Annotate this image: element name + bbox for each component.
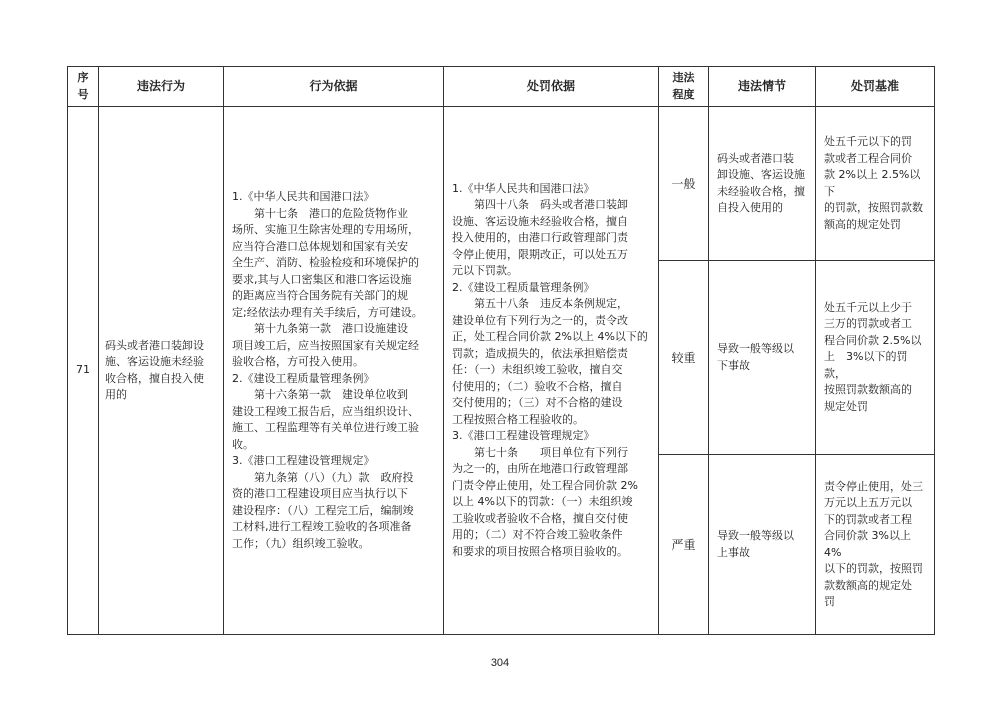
degree-serious: 较重 xyxy=(659,261,709,455)
degree-general: 一般 xyxy=(659,107,709,261)
header-circumstance: 违法情节 xyxy=(709,67,816,107)
circumstance-general: 码头或者港口装 卸设施、客运设施 未经验收合格，擅 自投入使用的 xyxy=(709,107,816,261)
table-row xyxy=(68,107,935,261)
header-row xyxy=(68,67,935,107)
penalty-table xyxy=(67,66,935,635)
standard-serious: 处五千元以上少于 三万的罚款或者工 程合同价款 2.5%以 上 3%以下的罚款， 按照罚款数额高的 规定处罚 xyxy=(816,261,935,455)
circumstance-serious: 导致一般等级以 下事故 xyxy=(709,261,816,455)
standard-severe: 责令停止使用，处三 万元以上五万元以 下的罚款或者工程 合同价款 3%以上 4% 以下的罚款，按照罚 款数额高的规定处 罚 xyxy=(816,455,935,635)
header-seq: 序 号 xyxy=(68,67,99,107)
circumstance-severe: 导致一般等级以 上事故 xyxy=(709,455,816,635)
header-degree: 违法 程度 xyxy=(659,67,709,107)
page-number: 304 xyxy=(490,657,510,669)
header-violation: 违法行为 xyxy=(99,67,224,107)
header-penalty-standard: 处罚基准 xyxy=(816,67,935,107)
standard-general: 处五千元以下的罚 款或者工程合同价 款 2%以上 2.5%以下 的罚款，按照罚款数 额高的规定处罚 xyxy=(816,107,935,261)
behavior-basis-text: 1.《中华人民共和国港口法》 第十七条 港口的危险货物作业 场所、实施卫生除害处理的专用场所， 应当符合港口总体规划和国家有关安 全生产、消防、检验检疫和环境保护的 要求,其与人口密集区和港口客运设施 的距离应当符合国务院有关部门的规 定;经依法办理有关手续后，方可建设。 第十九条第一款 港口设施建设 项目竣工后，应当按照国家有关规定经 验收合格，方可投入使用。 2.《建设工程质量管理条例》 第十六条第一款 建设单位收到 建设工程竣工报告后，应当组织设计、 施工、工程监理等有关单位进行竣工验 收。 3.《港口工程建设管理规定》 第九条第（八）（九）款 政府投 资的港口工程建设项目应当执行以下 建设程序：（八）工程完工后，编制竣 工材料,进行工程竣工验收的各项准备 工作；（九）组织竣工验收。 xyxy=(224,107,444,635)
penalty-basis-text: 1.《中华人民共和国港口法》 第四十八条 码头或者港口装卸 设施、客运设施未经验收合格，擅自 投入使用的，由港口行政管理部门责 令停止使用，限期改正，可以处五万 元以下罚款。 2.《建设工程质量管理条例》 第五十八条 违反本条例规定， 建设单位有下列行为之一的，责令改 正，处工程合同价款 2%以上 4%以下的 罚款；造成损失的，依法承担赔偿责 任：（一）未组织竣工验收，擅自交 付使用的；（二）验收不合格，擅自 交付使用的；（三）对不合格的建设 工程按照合格工程验收的。 3.《港口工程建设管理规定》 第七十条 项目单位有下列行 为之一的，由所在地港口行政管理部 门责令停止使用，处工程合同价款 2% 以上 4%以下的罚款：（一）未组织竣 工验收或者验收不合格，擅自交付使 用的；（二）对不符合竣工验收条件 和要求的项目按照合格项目验收的。 xyxy=(444,107,659,635)
violation-text: 码头或者港口装卸设 施、客运设施未经验 收合格，擅自投入使 用的 xyxy=(99,107,224,635)
header-penalty-basis: 处罚依据 xyxy=(444,67,659,107)
degree-severe: 严重 xyxy=(659,455,709,635)
header-behavior-basis: 行为依据 xyxy=(224,67,444,107)
row-seq: 71 xyxy=(68,107,99,635)
